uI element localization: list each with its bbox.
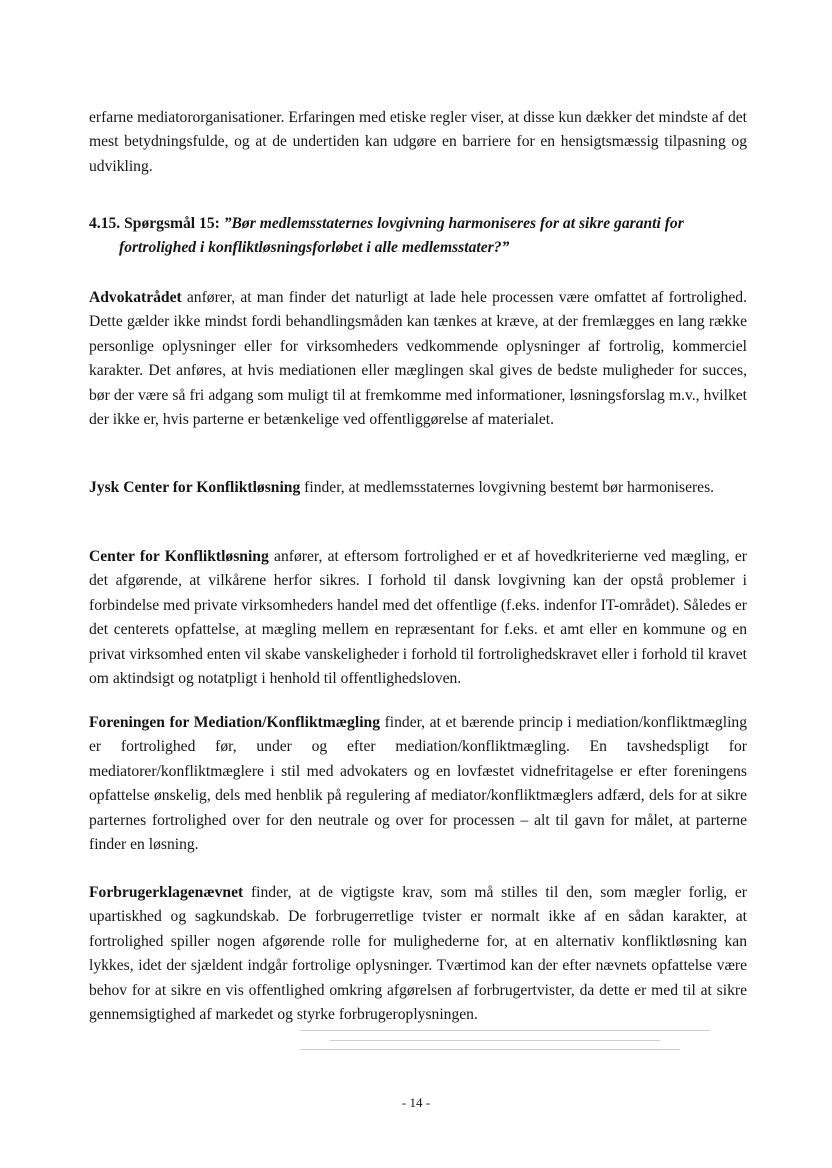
response-org: Foreningen for Mediation/Konfliktmægling [89,714,380,731]
response-advokatraadet [89,286,747,432]
response-center-konfliktloesning [89,545,747,691]
response-text: anfører, at man finder det naturligt at lade hele processen være omfattet af fortrolighed. Dette gælder ikke mindst fordi behandlingsmåden kan tænkes at kræve, at der fremlægges en lang række personlige oplysninger eller for virksomheders vedkommende oplysninger af fortrolig, kommerciel karakter. Det anføres, at hvis mediationen eller mæglingen skal gives de bedste muligheder for succes, bør der være så fri adgang som muligt til at fremkomme med informationer, løsningsforslag m.v., hvilket der ikke er, hvis parterne er betænkelige ved offentliggørelse af materialet. [89,289,747,429]
response-jysk-center [89,476,747,500]
section-number: 4.15. [89,215,121,232]
section-question-line1: ”Bør medlemsstaternes lovgivning harmoniseres for at sikre garanti for [223,215,684,232]
response-text: anfører, at eftersom fortrolighed er et af hovedkriterierne ved mægling, er det afgørende, at vilkårene herfor sikres. I forhold til dansk lovgivning kan der opstå problemer i forbindelse med private virksomheders handel med det offentlige (f.eks. indenfor IT-området). Således er det centerets opfattelse, at mægling mellem en repræsentant for f.eks. et amt eller en kommune og en privat virksomhed enten vil skabe vanskeligheder i forhold til fortrolighedskravet eller i forhold til kravet om aktindsigt og notatpligt i henhold til offentlighedsloven. [89,548,747,688]
response-org: Jysk Center for Konfliktløsning [89,479,301,496]
response-forbrugerklagenaevnet [89,881,747,1027]
response-text: finder, at et bærende princip i mediation/konfliktmægling er fortrolighed før, under og efter mediation/konfliktmægling. En tavshedspligt for mediatorer/konfliktmæglere i stil med advokaters og en lovfæstet vidnefritagelse er efter foreningens opfattelse ønskelig, dels med henblik på regulering af mediator/konfliktmæglers adfærd, dels for at sikre parternes fortrolighed over for den neutrale og over for processen – alt til gavn for målet, at parterne finder en løsning. [89,714,747,854]
intro-paragraph [89,106,747,179]
intro-text: erfarne mediatororganisationer. Erfaringen med etiske regler viser, at disse kun dækker det mindste af det mest betydningsfulde, og at de undertiden kan udgøre en barriere for en hensigtsmæssig tilpasning og udvikling. [89,109,747,175]
response-org: Advokatrådet [89,289,182,306]
page-number: - 14 - [401,1095,431,1110]
response-text: finder, at de vigtigste krav, som må stilles til den, som mægler forlig, er upartiskhed og sagkundskab. De forbrugerretlige tvister er normalt ikke af en sådan karakter, at fortrolighed spiller nogen afgørende rolle for mulighederne for, at en alternativ konfliktløsning kan lykkes, idet der sjældent indgår fortrolige oplysninger. Tværtimod kan der efter nævnets opfattelse være behov for at sikre en vis offentlighed omkring afgørelsen af forbrugertvister, da dette er med til at sikre gennemsigtighed af markedet og styrke forbrugeroplysningen. [89,884,747,1024]
response-foreningen [89,711,747,857]
response-org: Forbrugerklagenævnet [89,884,244,901]
response-text: finder, at medlemsstaternes lovgivning bestemt bør harmoniseres. [300,479,715,496]
section-label: Spørgsmål 15: [124,215,220,232]
response-org: Center for Konfliktløsning [89,548,269,565]
section-question-line2: fortrolighed i konfliktløsningsforløbet i alle medlemsstater?” [119,239,510,257]
section-heading [89,212,769,261]
